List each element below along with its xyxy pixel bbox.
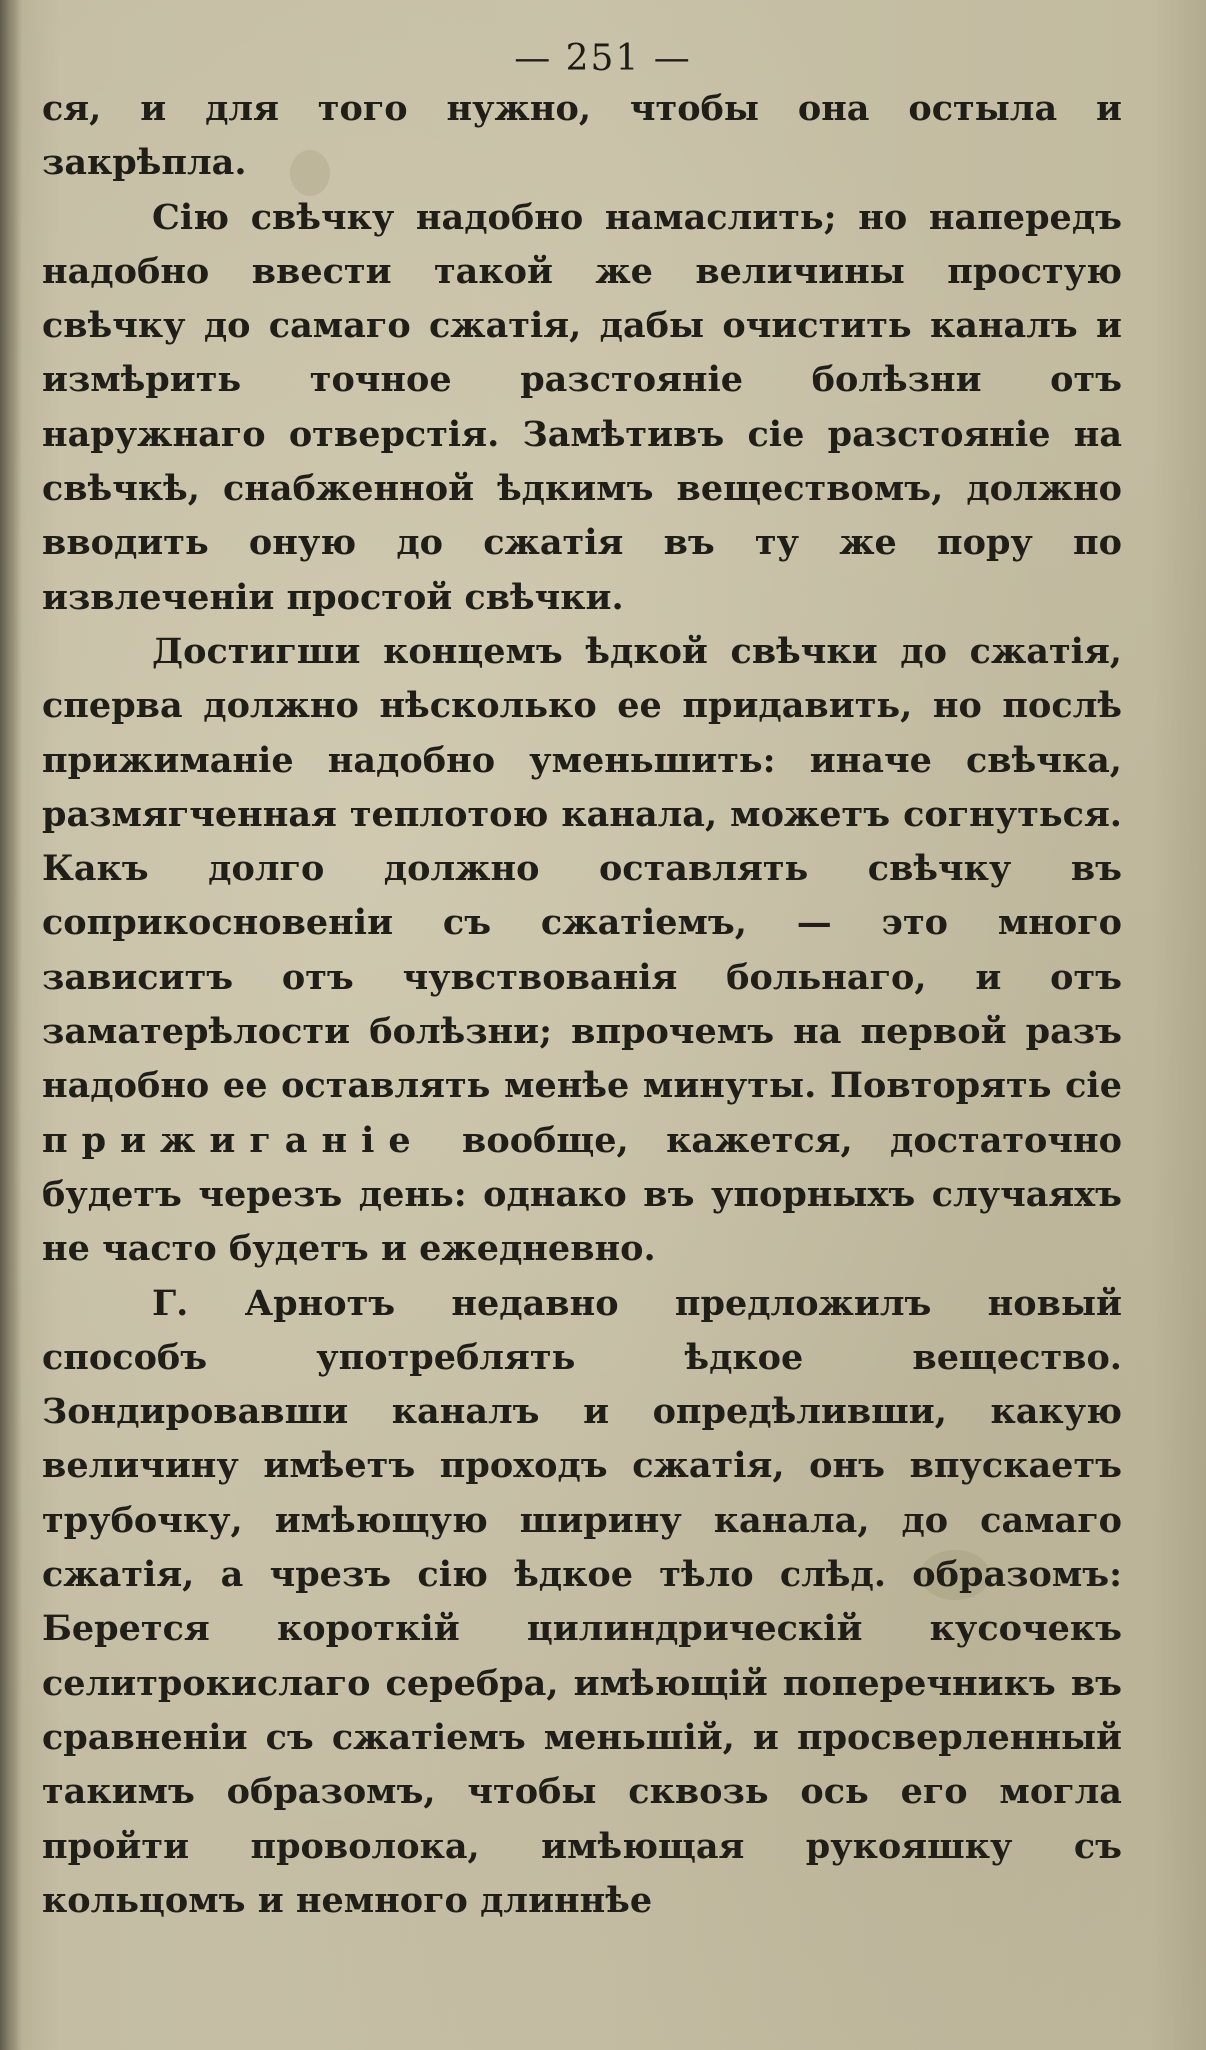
paragraph-3-before-spaced: Повторять сіе <box>829 1065 1122 1107</box>
paragraph-4: Г. Арнотъ недавно предложилъ новый способъ употреблять ѣдкое вещество. Зондировавши каналъ и опредѣливши, какую величину имѣетъ проходъ сжатія, онъ впускаетъ трубочку, имѣющую ширину канала, до самаго сжатія, а чрезъ сію ѣдкое тѣло слѣд. образомъ: Берется короткій цилиндрическій кусочекъ селитрокислаго серебра, имѣющій поперечникъ въ сравненіи съ сжатіемъ меньшій, и просверленный такимъ образомъ, чтобы сквозь ось его могла пройти проволока, имѣющая рукояшку съ кольцомъ и немного длиннѣе <box>42 1282 1122 1921</box>
spaced-emphasis-word: прижиганіе <box>42 1119 425 1161</box>
paragraph-2: Сію свѣчку надобно намаслить; но напередъ надобно ввести такой же величины простую свѣчку до самаго сжатія, дабы очистить каналъ и измѣрить точное разстояніе болѣзни отъ наружнаго отверстія. Замѣтивъ сіе разстояніе на свѣчкѣ, снабженной ѣдкимъ веществомъ, должно вводить оную до сжатія въ ту же пору по извлеченіи простой свѣчки. <box>42 196 1122 618</box>
paragraph-3-after-spaced: вообще, кажется, достаточно будетъ черезъ день: однако въ упорныхъ случаяхъ не часто будетъ и ежедневно. <box>42 1119 1122 1270</box>
page-number: — 251 — <box>514 38 692 79</box>
body-text <box>42 82 1122 1928</box>
paragraph-1: ся, и для того нужно, чтобы она остыла и закрѣпла. <box>42 88 1122 184</box>
spine-shadow <box>0 0 22 2050</box>
paragraph-3-text: Достигши концемъ ѣдкой свѣчки до сжатія, сперва должно нѣсколько ее придавить, но послѣ прижиманіе надобно уменьшить: иначе свѣчка, размягченная теплотою канала, можетъ согнуться. Какъ долго должно оставлять свѣчку въ соприкосновеніи съ сжатіемъ, — это много зависитъ отъ чувствованія больнаго, и отъ заматерѣлости болѣзни; впрочемъ на первой разъ надобно ее оставлять менѣе минуты. <box>42 630 1122 1107</box>
paragraph-3 <box>42 625 1122 1277</box>
